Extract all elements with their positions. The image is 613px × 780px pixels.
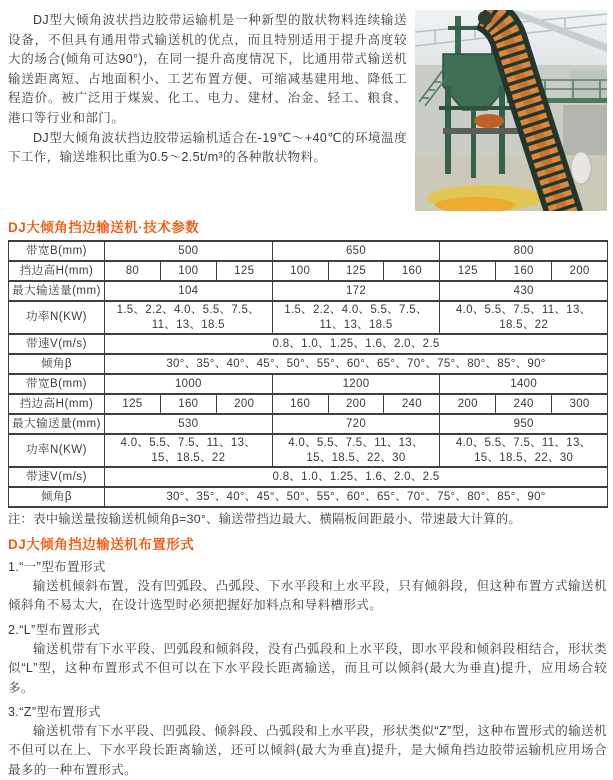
layout-item-title: 2.“L”型布置形式 [8,622,101,637]
table-cell: 80 [105,261,161,281]
intro-text [8,8,407,168]
table-cell: 160 [496,261,552,281]
row-label: 功率N(KW) [9,301,105,334]
table-row [9,374,608,394]
table-cell: 1.5、2.2、4.0、5.5、7.5、11、13、18.5 [272,301,440,334]
table-cell: 200 [440,394,496,414]
table-row [9,394,608,414]
row-label: 倾角β [9,354,105,374]
table-cell: 4.0、5.5、7.5、11、13、18.5、22 [440,301,608,334]
table-row [9,261,608,281]
table-cell: 650 [272,241,440,261]
table-cell: 200 [328,394,384,414]
table-cell: 1200 [272,374,440,394]
table-cell: 530 [105,414,273,434]
table-cell: 0.8、1.0、1.25、1.6、2.0、2.5 [105,467,608,487]
table-cell: 125 [328,261,384,281]
table-cell: 125 [216,261,272,281]
table-cell: 800 [440,241,608,261]
table-cell: 300 [552,394,608,414]
table-cell: 172 [272,281,440,301]
table-cell: 4.0、5.5、7.5、11、13、15、18.5、22、30 [272,434,440,467]
row-label: 最大输送量(mm) [9,414,105,434]
table-row [9,301,608,334]
table-cell: 950 [440,414,608,434]
table-cell: 720 [272,414,440,434]
row-label: 倾角β [9,487,105,507]
table-cell: 200 [552,261,608,281]
intro-paragraph-1: DJ型大倾角波状挡边胶带运输机是一种新型的散状物料连续输送设备，不但具有通用带式输送机的优点，而且特别适用于提升高度较大的场合(倾角可达90°)，在同一提升高度情况下，比通用带式输送机输送距离短、占地面积小、工艺布置方便、可缩减基建用地、降低工程造价。被广泛用于煤炭、化工、电力、建材、冶金、轻工、粮食、港口等行业和部门。 [8,13,407,125]
conveyor-photo-illustration [415,10,607,211]
table-cell: 240 [384,394,440,414]
table-cell: 104 [105,281,273,301]
layout-item-title: 3.“Z”型布置形式 [8,705,101,720]
table-cell: 240 [496,394,552,414]
layout-item-2 [8,620,607,698]
conveyor-photo [415,10,607,211]
table-row [9,334,608,354]
table-row [9,467,608,487]
table-cell: 200 [216,394,272,414]
table-cell: 500 [105,241,273,261]
table-cell: 1400 [440,374,608,394]
layout-heading: DJ大倾角挡边输送机布置形式 [8,537,195,552]
table-row [9,487,608,507]
layout-item-body: 输送机倾斜布置，没有凹弧段、凸弧段、下水平段和上水平段，只有倾斜段，但这种布置方式输送机倾斜角不易太大，在设计选型时必须把握好加料点和导料槽形式。 [8,579,607,613]
row-label: 带宽B(mm) [9,241,105,261]
table-cell: 430 [440,281,608,301]
table-row [9,434,608,467]
params-heading: DJ大倾角挡边输送机·技术参数 [8,220,200,235]
table-row [9,414,608,434]
table-cell: 1.5、2.2、4.0、5.5、7.5、11、13、18.5 [105,301,273,334]
row-label: 最大输送量(mm) [9,281,105,301]
table-row [9,354,608,374]
row-label: 带速V(m/s) [9,334,105,354]
row-label: 挡边高H(mm) [9,394,105,414]
row-label: 挡边高H(mm) [9,261,105,281]
layout-item-1 [8,557,607,616]
row-label: 带宽B(mm) [9,374,105,394]
top-section [8,8,607,211]
table-cell: 125 [105,394,161,414]
table-cell: 1000 [105,374,273,394]
table-cell: 160 [272,394,328,414]
layout-item-body: 输送机带有下水平段、凹弧段、倾斜段、凸弧段和上水平段，形状类似“Z”型，这种布置形式的输送机不但可以在上、下水平段长距离输送，还可以倾斜(最大为垂直)提升，是大倾角挡边胶带运输机应用场合最多的一种布置形式。 [8,724,607,777]
table-cell: 100 [272,261,328,281]
table-note: 注：表中输送量按输送机倾角β=30°、输送带挡边最大、横隔板间距最小、带速最大计算的。 [8,512,522,526]
layout-item-title: 1.“一”型布置形式 [8,560,106,574]
table-cell: 4.0、5.5、7.5、11、13、15、18.5、22、30 [440,434,608,467]
table-row [9,281,608,301]
layout-item-3 [8,702,607,780]
table-cell: 30°、35°、40°、45°、50°、55°、60°、65°、70°、75°、80°、85°、90° [105,487,608,507]
table-cell: 0.8、1.0、1.25、1.6、2.0、2.5 [105,334,608,354]
row-label: 功率N(KW) [9,434,105,467]
layout-item-body: 输送机带有下水平段、凹弧段和倾斜段，没有凸弧段和上水平段，即水平段和倾斜段相结合，形状类似“L”型，这种布置形式不但可以在下水平段长距离输送，而且可以倾斜(最大为垂直)提升，应用场合较多。 [8,641,607,695]
table-row [9,241,608,261]
table-cell: 160 [160,394,216,414]
table-cell: 100 [160,261,216,281]
params-table [8,240,608,508]
table-cell: 30°、35°、40°、45°、50°、55°、60°、65°、70°、75°、80°、85°、90° [105,354,608,374]
intro-paragraph-2: DJ型大倾角波状挡边胶带运输机适合在-19℃～+40℃的环境温度下工作，输送堆积比重为0.5～2.5t/m³的各种散状物料。 [8,130,407,165]
row-label: 带速V(m/s) [9,467,105,487]
table-cell: 160 [384,261,440,281]
table-cell: 125 [440,261,496,281]
table-cell: 4.0、5.5、7.5、11、13、15、18.5、22 [105,434,273,467]
